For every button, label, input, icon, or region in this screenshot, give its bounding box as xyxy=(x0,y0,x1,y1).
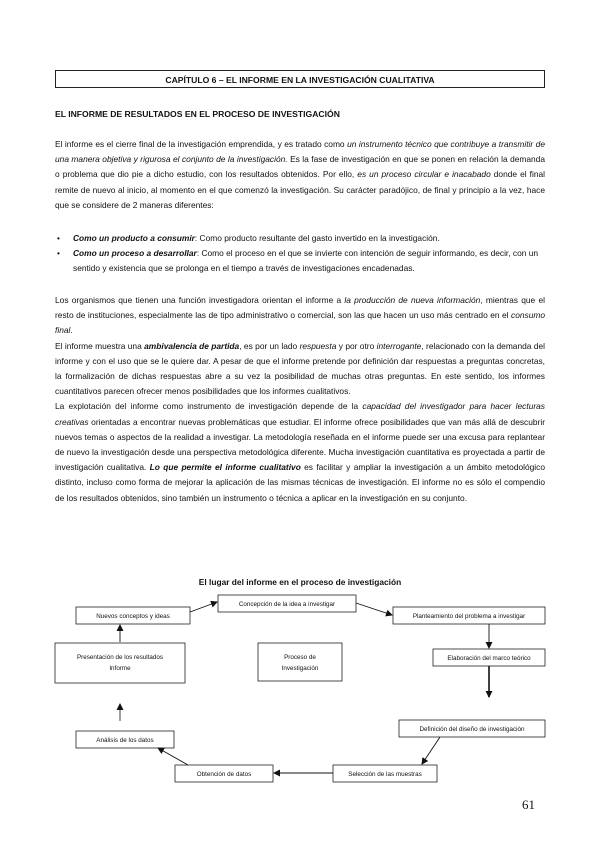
node-planteamiento-label: Planteamiento del problema a investigar xyxy=(412,613,526,620)
section-heading: EL INFORME DE RESULTADOS EN EL PROCESO DE INVESTIGACIÓN xyxy=(55,109,340,119)
node-centro-box xyxy=(258,643,342,681)
p1-text-2: Es la fase de investigación en que se ponen en relación la demanda o problema que dio pie a dicho estudio, con los resultados obtenidos. Por ello, xyxy=(55,154,545,180)
arrow-obtencion-to-analisis xyxy=(158,748,188,765)
p2-italic-1: la producción de nueva información xyxy=(344,295,481,305)
bullet-text: : Como producto resultante del gasto invertido en la investigación. xyxy=(194,233,440,243)
diagram-title: El lugar del informe en el proceso de investigación xyxy=(198,577,402,587)
node-analisis-label: Análisis de los datos xyxy=(96,737,154,744)
bullet-label: Como un proceso a desarrollar xyxy=(73,248,197,259)
node-elaboracion-label: Elaboración del marco teórico xyxy=(447,655,531,662)
p3-text-1: El informe muestra una xyxy=(55,340,145,351)
node-centro-label-2: Investigación xyxy=(281,665,319,672)
p2-italic-2: consumo final xyxy=(55,310,545,336)
p1-text-3: donde el final remite de nuevo al inicio, al momento en el que comenzó la investigación. Su carácter paradójico, de final y principio a la vez, hace que se considere de 2 maneras diferentes: xyxy=(55,169,546,210)
node-seleccion-label: Selección de las muestras xyxy=(348,771,422,778)
p3-text-4: , relacionado con la demanda del informe y con el uso que se le quiere dar. A pesar de que el informe pretende por definición dar respuestas a preguntas concretas, la formalización de dichas respuestas abre a su vez la posibilidad de muchas otras preguntas. En este sentido, los informes cuantitativos parecen ofrecer menos posibilidades que los informes cualitativos. xyxy=(55,340,545,397)
node-presentacion-box xyxy=(55,643,185,683)
bullet-dot: • xyxy=(57,233,60,243)
p1-italic-1: un instrumento técnico que contribuye a transmitir de una manera objetiva y rigurosa el conjunto de la investigación. xyxy=(55,139,545,165)
node-nuevos-label: Nuevos conceptos y ideas xyxy=(96,613,170,620)
chapter-title: CAPÍTULO 6 – EL INFORME EN LA INVESTIGACIÓN CUALITATIVA xyxy=(165,75,435,85)
p3-italic-1: respuesta xyxy=(299,340,337,351)
bullet-label: Como un producto a consumir xyxy=(73,233,195,243)
p3-text-2: , es por un lado xyxy=(239,340,300,351)
node-obtencion-label: Obtención de datos xyxy=(196,771,252,778)
p4-bold-italic-1: Lo que permite el informe cualitativo xyxy=(149,462,301,473)
p2-text-3: . xyxy=(70,325,73,336)
p2-text-1: Los organismos que tienen una función investigadora orientan el informe a xyxy=(55,295,345,305)
arrow-nuevos-to-concepcion xyxy=(190,602,217,612)
p4-text-3: es facilitar y ampliar la investigación a un ámbito metodológico distinto, incluso como forma de mejorar la aplicación de las mismas técnicas de investigación. El informe no es sólo el compendio de los resultados obtenidos, sino también un instrumento o técnica a aplicar en la investigación en su conjunto. xyxy=(55,462,546,503)
node-definicion-label: Definición del diseño de investigación xyxy=(419,726,525,733)
bullet-dot: • xyxy=(57,248,60,259)
node-concepcion-label: Concepción de la idea a investigar xyxy=(238,601,336,608)
page-number: 61 xyxy=(522,797,535,812)
node-centro-label-1: Proceso de xyxy=(284,654,316,661)
bullet-text: : Como el proceso en el que se invierte con intención de seguir informando, es decir, con un sentido y existencia que se prolonga en el tiempo a través de investigaciones encadenadas. xyxy=(73,248,539,274)
p4-text-2: orientadas a encontrar nuevas problemáticas que estudiar. El informe ofrece posibilidades que van más allá de descubrir nuevos temas o aspectos de la realidad a investigar. La metodología reseñada en el informe puede ser una excusa para replantear de nuevo la investigación desde una perspectiva metodológica diferente. Mucha investigación cuantitativa es proyectada a partir de investigación cualitativa. xyxy=(55,416,545,473)
p2-text-2: , mientras que el resto de instituciones, especialmente las de tipo administrativo o comercial, son las que hacen un uso más centrado en el xyxy=(55,295,545,321)
p3-bold-italic-1: ambivalencia de partida xyxy=(144,340,240,351)
p3-italic-2: interrogante xyxy=(376,340,422,351)
p4-text-1: La explotación del informe como instrumento de investigación depende de la xyxy=(55,401,363,412)
node-presentacion-label-2: Informe xyxy=(109,665,131,672)
arrow-definicion-to-seleccion xyxy=(422,737,440,764)
node-presentacion-label-1: Presentación de los resultados xyxy=(76,654,164,661)
p4-italic-1: capacidad del investigador para hacer lecturas creativas xyxy=(55,401,545,427)
arrow-concepcion-to-planteamiento xyxy=(356,603,392,615)
p1-text-1: El informe es el cierre final de la investigación emprendida, y es tratado como xyxy=(55,139,348,149)
p1-italic-2: es un proceso circular e inacabado xyxy=(357,169,491,180)
p3-text-3: y por otro xyxy=(336,340,377,351)
